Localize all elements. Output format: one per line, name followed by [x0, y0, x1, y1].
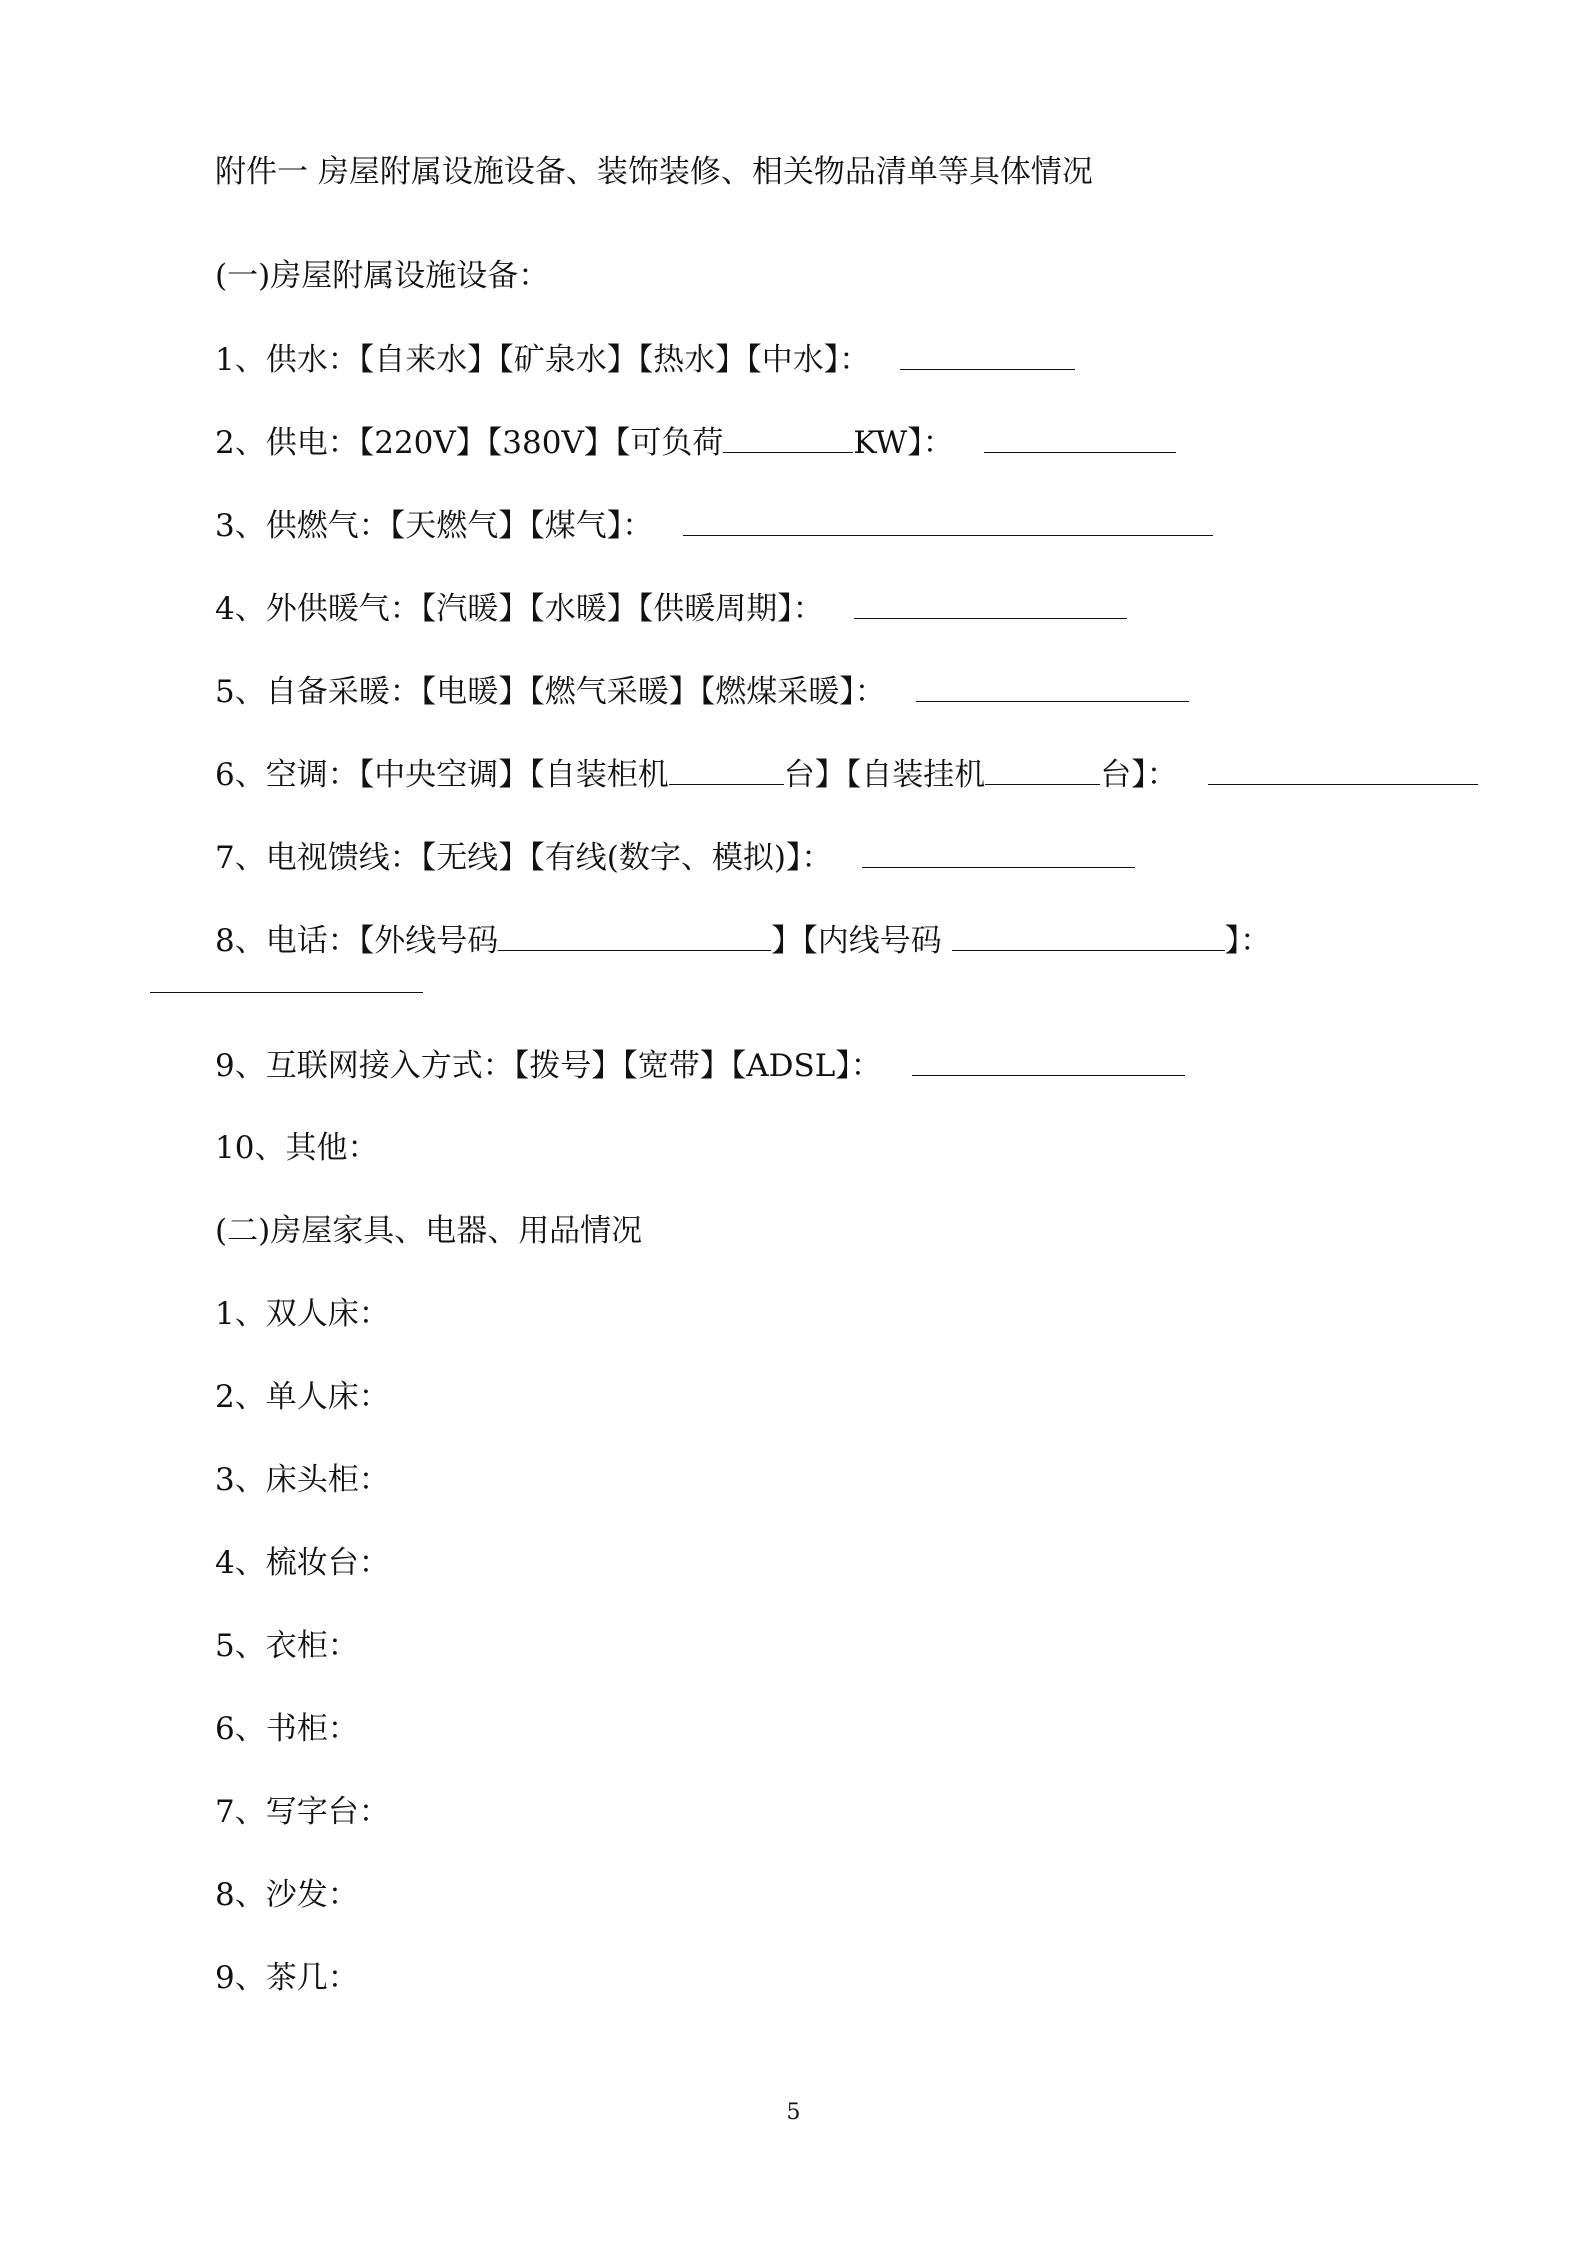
item-internet-access [215, 1045, 1185, 1086]
fill-blank [985, 754, 1100, 785]
fill-blank [862, 837, 1135, 868]
item-label: 8、电话：【外线号码 [215, 923, 499, 959]
item-other: 10、其他： [215, 1130, 379, 1166]
furniture-item: 7、写字台： [215, 1794, 390, 1830]
item-gas-supply [215, 505, 1213, 546]
furniture-item: 1、双人床： [215, 1296, 390, 1332]
furniture-item: 9、茶几： [215, 1960, 359, 1996]
item-label: 】【内线号码 [771, 923, 952, 959]
item-label: 7、电视馈线：【无线】【有线(数字、模拟)】： [215, 840, 833, 876]
item-tv-feed [215, 837, 1135, 878]
item-label: 台】【自装挂机 [783, 757, 986, 793]
item-label: KW】： [853, 425, 954, 461]
fill-blank [900, 339, 1075, 370]
fill-blank [952, 920, 1225, 951]
item-label: 2、供电：【220V】【380V】【可负荷 [215, 425, 724, 461]
item-label: 4、外供暖气：【汽暖】【水暖】【供暖周期】： [215, 591, 824, 627]
fill-blank [498, 920, 771, 951]
fill-blank [669, 754, 784, 785]
item-telephone [215, 920, 1271, 961]
fill-blank [723, 422, 853, 453]
furniture-item: 6、书柜： [215, 1711, 359, 1747]
item-air-conditioning [215, 754, 1478, 795]
section1-heading: (一)房屋附属设施设备： [215, 258, 550, 294]
item-external-heating [215, 588, 1127, 629]
item-self-heating [215, 671, 1189, 712]
document-title: 附件一 房屋附属设施设备、装饰装修、相关物品清单等具体情况 [215, 154, 1093, 190]
item-label: 】： [1224, 923, 1272, 959]
fill-blank [916, 671, 1189, 702]
furniture-item: 2、单人床： [215, 1379, 390, 1415]
item-water-supply [215, 339, 1075, 380]
furniture-item: 5、衣柜： [215, 1628, 359, 1664]
item-label: 1、供水：【自来水】【矿泉水】【热水】【中水】： [215, 342, 871, 378]
item-label: 5、自备采暖：【电暖】【燃气采暖】【燃煤采暖】： [215, 674, 886, 710]
page-number: 5 [786, 2100, 801, 2125]
item-label: 3、供燃气：【天燃气】【煤气】： [215, 508, 654, 544]
item-telephone-continued [150, 962, 423, 1003]
fill-blank [1208, 754, 1478, 785]
fill-blank [912, 1045, 1185, 1076]
item-label: 9、互联网接入方式：【拨号】【宽带】【ADSL】： [215, 1048, 882, 1084]
fill-blank [854, 588, 1127, 619]
section2-heading: (二)房屋家具、电器、用品情况 [215, 1213, 643, 1249]
item-label: 台】： [1100, 757, 1178, 793]
fill-blank [150, 962, 423, 993]
fill-blank [984, 422, 1176, 453]
item-power-supply [215, 422, 1176, 463]
furniture-item: 3、床头柜： [215, 1462, 390, 1498]
item-label: 6、空调：【中央空调】【自装柜机 [215, 757, 669, 793]
furniture-item: 8、沙发： [215, 1877, 359, 1913]
fill-blank [683, 505, 1213, 536]
furniture-item: 4、梳妆台： [215, 1545, 390, 1581]
